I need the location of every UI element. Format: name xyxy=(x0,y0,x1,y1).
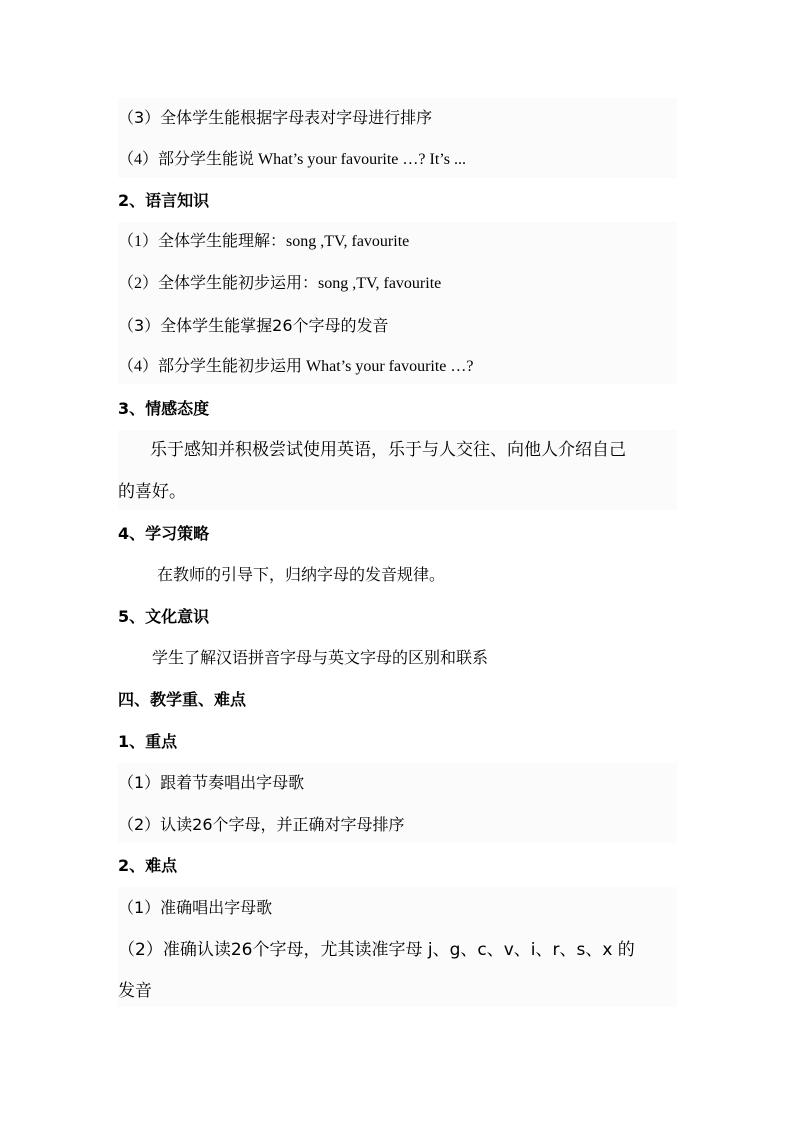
section-heading-learning-strategy: 4、学习策略 xyxy=(118,524,210,543)
language-item-4: （4）部分学生能初步运用 What’s your favourite …? xyxy=(118,358,474,375)
language-item-1: （1）全体学生能理解：song ,TV, favourite xyxy=(118,233,410,250)
key-point-item-1: （1）跟着节奏唱出字母歌 xyxy=(118,773,305,792)
attitude-paragraph-line-1: 乐于感知并积极尝试使用英语，乐于与人交往、向他人介绍自己 xyxy=(150,440,626,460)
section-heading-language-knowledge: 2、语言知识 xyxy=(118,191,210,210)
section-heading-difficulties: 2、难点 xyxy=(118,856,178,875)
difficulty-item-1: （1）准确唱出字母歌 xyxy=(118,898,273,917)
difficulty-item-2-line-2: 发音 xyxy=(118,981,152,1001)
objective-item-3: （3）全体学生能根据字母表对字母进行排序 xyxy=(118,108,433,127)
objective-item-4: （4）部分学生能说 What’s your favourite …? It’s ... xyxy=(118,151,466,168)
section-heading-key-points: 1、重点 xyxy=(118,732,178,751)
language-item-2: （2）全体学生能初步运用：song ,TV, favourite xyxy=(118,275,442,292)
attitude-paragraph-line-2: 的喜好。 xyxy=(118,482,186,502)
language-item-3: （3）全体学生能掌握26个字母的发音 xyxy=(118,316,389,335)
chapter-heading-key-difficult-points: 四、教学重、难点 xyxy=(118,690,247,709)
strategy-paragraph: 在教师的引导下，归纳字母的发音规律。 xyxy=(157,565,446,584)
section-heading-cultural-awareness: 5、文化意识 xyxy=(118,607,210,626)
culture-paragraph: 学生了解汉语拼音字母与英文字母的区别和联系 xyxy=(152,648,489,667)
key-point-item-2: （2）认读26个字母，并正确对字母排序 xyxy=(118,815,405,834)
difficulty-item-2-line-1: （2）准确认读26个字母，尤其读准字母 j、g、c、v、i、r、s、x 的 xyxy=(118,940,635,960)
section-heading-emotional-attitude: 3、情感态度 xyxy=(118,399,210,418)
